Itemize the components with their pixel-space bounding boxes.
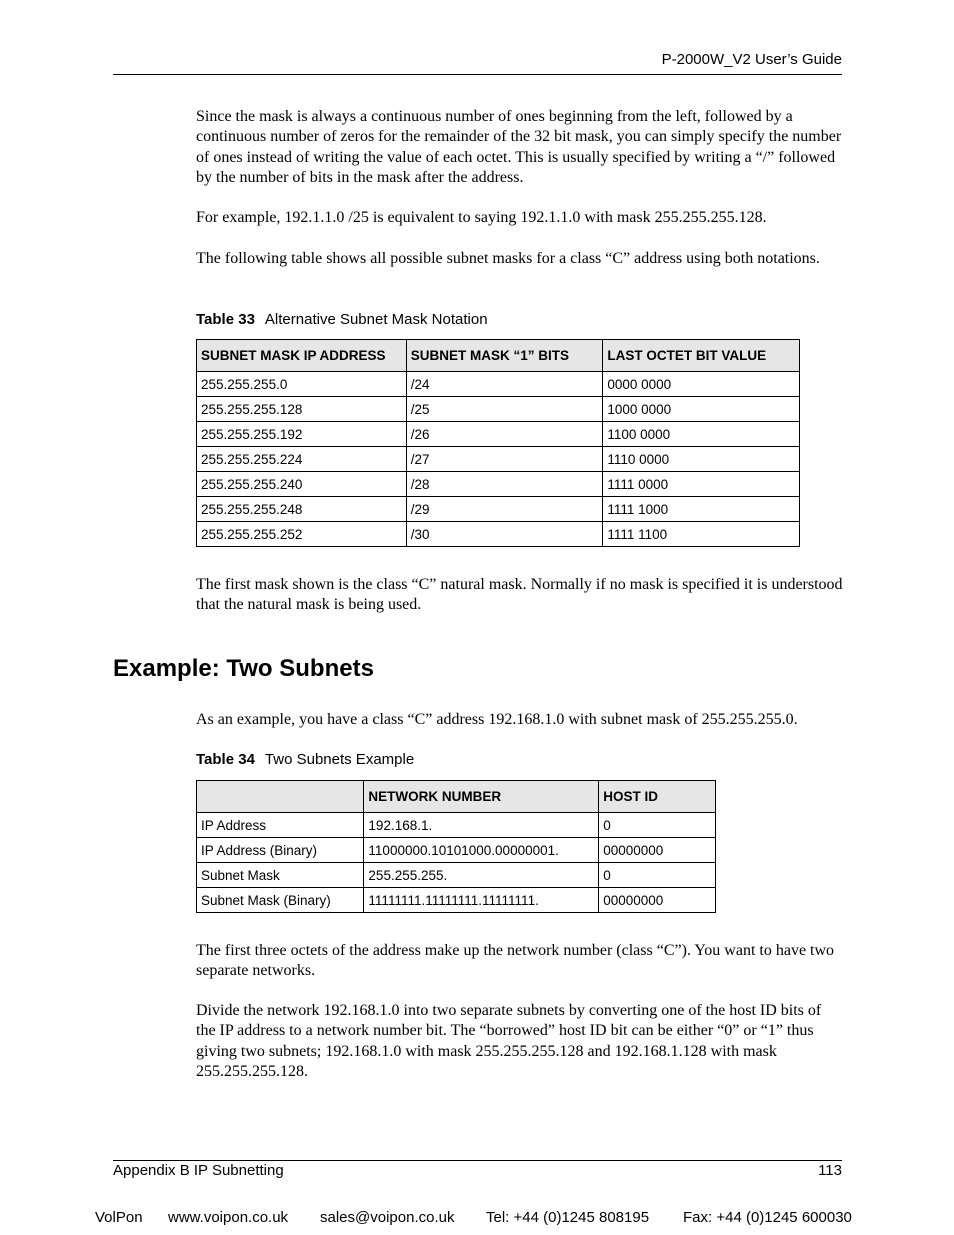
table-cell: 255.255.255. — [364, 863, 599, 888]
table-cell: 1111 1000 — [603, 497, 800, 522]
table-cell: 255.255.255.240 — [197, 472, 407, 497]
phone-number: Tel: +44 (0)1245 808195 — [486, 1209, 650, 1226]
column-header — [197, 781, 364, 813]
table-cell: 1100 0000 — [603, 422, 800, 447]
table-cell: 255.255.255.224 — [197, 447, 407, 472]
table-cell: /29 — [406, 497, 603, 522]
table-row — [197, 397, 800, 422]
table-cell: 255.255.255.248 — [197, 497, 407, 522]
page-number: 113 — [818, 1162, 842, 1179]
table-cell: 1000 0000 — [603, 397, 800, 422]
paragraph: As an example, you have a class “C” address 192.168.1.0 with subnet mask of 255.255.255.0. — [196, 711, 798, 728]
table-row — [197, 888, 716, 913]
table-cell: Subnet Mask (Binary) — [197, 888, 364, 913]
table-title: Two Subnets Example — [264, 751, 415, 768]
table-cell: 1111 1100 — [603, 522, 800, 547]
fax-number: Fax: +44 (0)1245 600030 — [683, 1209, 852, 1226]
table-header-row — [197, 781, 716, 813]
website-link[interactable]: www.voipon.co.uk — [168, 1209, 289, 1226]
table-cell: /24 — [406, 372, 603, 397]
table-cell: 0000 0000 — [603, 372, 800, 397]
paragraph: Divide the network 192.168.1.0 into two separate subnets by converting one of the host ID bits of the IP address to a network number bit. The “borrowed” host ID bit can be either “0” or “1” thus giving two subnets; 192.168.1.0 with mask 255.255.255.128 and 192.168.1.128 with mask 255.255.255.128. — [196, 1002, 822, 1080]
table-header-row — [197, 340, 800, 372]
column-header: HOST ID — [599, 781, 716, 813]
table-cell: 11111111.11111111.11111111. — [364, 888, 599, 913]
table-row — [197, 522, 800, 547]
paragraph: The first mask shown is the class “C” natural mask. Normally if no mask is specified it is understood that the natural mask is being used. — [196, 576, 843, 614]
column-header: NETWORK NUMBER — [364, 781, 599, 813]
table-cell: /27 — [406, 447, 603, 472]
section-heading: Example: Two Subnets — [113, 655, 374, 682]
table-cell: 11000000.10101000.00000001. — [364, 838, 599, 863]
table-cell: 255.255.255.128 — [197, 397, 407, 422]
table-cell: IP Address (Binary) — [197, 838, 364, 863]
email-link[interactable]: sales@voipon.co.uk — [320, 1209, 455, 1226]
paragraph: The following table shows all possible subnet masks for a class “C” address using both notations. — [196, 250, 820, 267]
table-caption — [196, 311, 488, 328]
paragraph: Since the mask is always a continuous number of ones beginning from the left, followed by a continuous number of zeros for the remainder of the 32 bit mask, you can simply specify the number of ones instead of writing the value of each octet. This is usually specified by writing a “/” followed by the number of bits in the mask after the address. — [196, 108, 842, 186]
table-cell: /25 — [406, 397, 603, 422]
table-cell: Subnet Mask — [197, 863, 364, 888]
table-cell: 00000000 — [599, 888, 716, 913]
table-cell: 255.255.255.192 — [197, 422, 407, 447]
table-cell: IP Address — [197, 813, 364, 838]
footer-rule — [113, 1160, 842, 1161]
table-row — [197, 372, 800, 397]
table-cell: 0 — [599, 813, 716, 838]
table-row — [197, 422, 800, 447]
footer-section: Appendix B IP Subnetting — [113, 1162, 284, 1179]
table-row — [197, 863, 716, 888]
column-header: SUBNET MASK IP ADDRESS — [197, 340, 407, 372]
table-cell: 255.255.255.252 — [197, 522, 407, 547]
table-label: Table 34 — [196, 751, 255, 768]
table-row — [197, 472, 800, 497]
table-row — [197, 813, 716, 838]
table-row — [197, 838, 716, 863]
document-title: P-2000W_V2 User’s Guide — [661, 51, 842, 68]
paragraph: The first three octets of the address make up the network number (class “C”). You want to have two separate networks. — [196, 942, 835, 980]
two-subnets-table — [196, 780, 716, 913]
company-name: VolPon — [95, 1209, 143, 1226]
table-cell: 0 — [599, 863, 716, 888]
column-header: LAST OCTET BIT VALUE — [603, 340, 800, 372]
table-cell: 192.168.1. — [364, 813, 599, 838]
paragraph: For example, 192.1.1.0 /25 is equivalent to saying 192.1.1.0 with mask 255.255.255.128. — [196, 209, 767, 226]
table-label: Table 33 — [196, 311, 255, 328]
table-caption — [196, 751, 414, 768]
table-cell: 1111 0000 — [603, 472, 800, 497]
table-cell: 255.255.255.0 — [197, 372, 407, 397]
table-cell: 00000000 — [599, 838, 716, 863]
table-cell: /30 — [406, 522, 603, 547]
table-row — [197, 447, 800, 472]
table-cell: /28 — [406, 472, 603, 497]
column-header: SUBNET MASK “1” BITS — [406, 340, 603, 372]
table-row — [197, 497, 800, 522]
table-title: Alternative Subnet Mask Notation — [264, 311, 488, 328]
table-cell: 1110 0000 — [603, 447, 800, 472]
header-rule — [113, 74, 842, 75]
subnet-mask-notation-table — [196, 339, 800, 547]
table-cell: /26 — [406, 422, 603, 447]
